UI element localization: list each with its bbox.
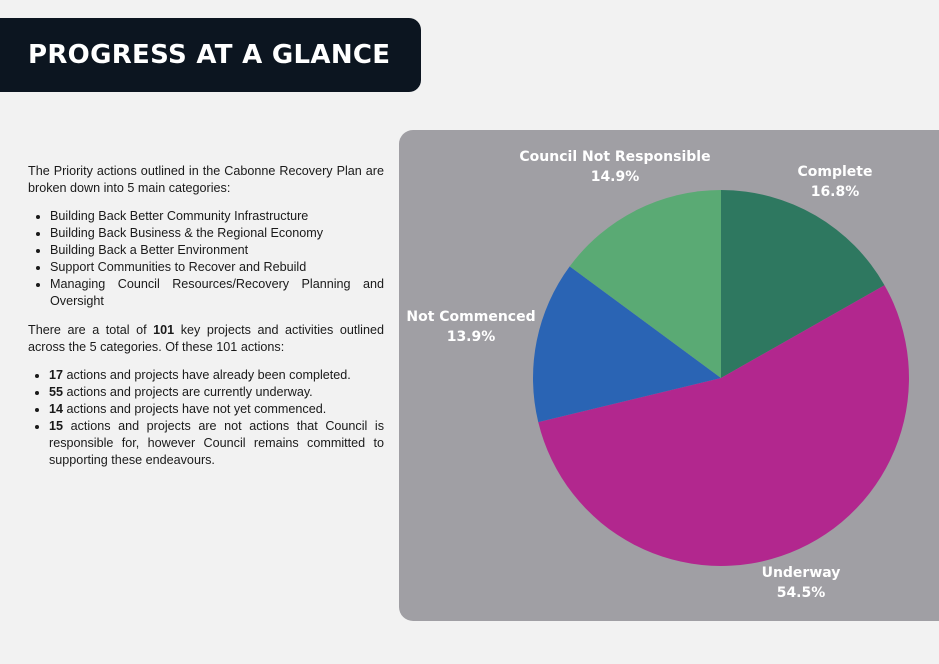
summary-total: 101 <box>153 323 175 337</box>
slice-value-label: 14.9% <box>590 169 640 185</box>
stat-count: 15 <box>49 419 64 433</box>
stat-count: 55 <box>49 385 64 399</box>
stat-text: actions and projects have already been completed. <box>63 368 351 382</box>
category-item: • Building Back Business & the Regional Economy <box>50 225 384 242</box>
pie-chart <box>399 130 939 621</box>
stat-text: actions and projects are currently underway. <box>63 385 313 399</box>
slice-label: Not Commenced <box>406 309 536 325</box>
category-item: • Managing Council Resources/Recovery Planning and Oversight <box>50 276 384 310</box>
page-title: PROGRESS AT A GLANCE <box>28 40 391 70</box>
body-text <box>28 163 384 469</box>
stat-item <box>49 401 384 418</box>
summary-suffix: key projects and activities outlined across the 5 categories. Of these 101 actions: <box>28 323 384 354</box>
stat-item <box>49 418 384 469</box>
slice-value-label: 16.8% <box>810 184 860 200</box>
stat-text: actions and projects have not yet commenced. <box>63 402 327 416</box>
stat-text: actions and projects are not actions that Council is responsible for, however Council remains committed to supporting these endeavours. <box>49 419 384 467</box>
stat-list <box>28 367 384 469</box>
chart-panel <box>399 130 939 621</box>
summary-paragraph <box>28 322 384 356</box>
title-banner <box>0 18 421 92</box>
slice-value-label: 13.9% <box>446 329 496 345</box>
stat-count: 17 <box>49 368 64 382</box>
slice-label: Complete <box>797 164 873 180</box>
slice-value-label: 54.5% <box>776 585 826 601</box>
stat-item <box>49 384 384 401</box>
category-item: • Support Communities to Recover and Rebuild <box>50 259 384 276</box>
intro-paragraph: The Priority actions outlined in the Cabonne Recovery Plan are broken down into 5 main categories: <box>28 164 384 195</box>
summary-prefix: There are a total of <box>28 323 154 337</box>
category-item: • Building Back Better Community Infrastructure <box>50 208 384 225</box>
slice-label: Underway <box>761 565 841 581</box>
slice-label: Council Not Responsible <box>519 149 711 165</box>
stat-count: 14 <box>49 402 64 416</box>
category-list <box>28 208 384 310</box>
category-item: • Building Back a Better Environment <box>50 242 384 259</box>
stat-item <box>49 367 384 384</box>
